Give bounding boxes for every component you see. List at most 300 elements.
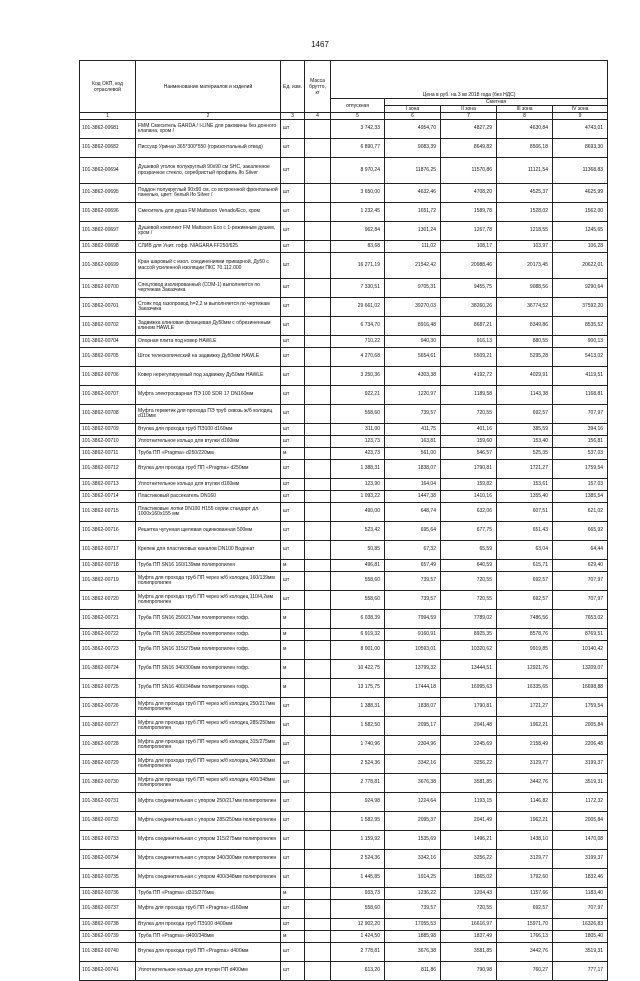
row-zone-1-price: 9083,39: [385, 139, 441, 158]
row-name: Труба ПП «Pragma» d315/276мм: [136, 888, 281, 900]
row-zone-4-price: 1245,65: [553, 222, 608, 241]
row-unit: шт: [281, 336, 305, 348]
column-number: 3: [281, 113, 305, 120]
row-code: 101-3862-00729: [80, 755, 136, 774]
row-unit: шт: [281, 900, 305, 919]
row-zone-3-price: 8506,18: [497, 139, 553, 158]
row-zone-1-price: 67,32: [385, 541, 441, 560]
row-mass: [305, 736, 331, 755]
row-name: Уплотнительное кольцо для втулки d160мм: [136, 479, 281, 491]
row-zone-3-price: 1218,55: [497, 222, 553, 241]
row-name: Шток телескопический на задвижку Ду50мм HAWLE: [136, 348, 281, 367]
row-mass: [305, 869, 331, 888]
row-code: 101-3862-00738: [80, 919, 136, 931]
row-code: 101-3862-00701: [80, 298, 136, 317]
row-unit: шт: [281, 460, 305, 479]
row-zone-2-price: 1837,49: [441, 931, 497, 943]
row-release-price: 710,22: [331, 336, 385, 348]
row-unit: шт: [281, 367, 305, 386]
row-code: 101-3862-00717: [80, 541, 136, 560]
row-mass: [305, 717, 331, 736]
row-release-price: 3 250,36: [331, 367, 385, 386]
row-zone-2-price: 916,13: [441, 336, 497, 348]
row-code: 101-3862-00709: [80, 424, 136, 436]
row-unit: шт: [281, 222, 305, 241]
row-zone-1-price: 1838,07: [385, 698, 441, 717]
row-zone-2-price: 65,59: [441, 541, 497, 560]
row-release-price: 558,60: [331, 900, 385, 919]
row-mass: [305, 203, 331, 222]
table-row: [80, 850, 608, 869]
row-unit: шт: [281, 943, 305, 962]
row-mass: [305, 591, 331, 610]
row-code: 101-3862-00726: [80, 698, 136, 717]
row-release-price: 50,85: [331, 541, 385, 560]
row-unit: шт: [281, 139, 305, 158]
row-code: 101-3862-00696: [80, 203, 136, 222]
row-name: Пластиковый рассекатель DN160: [136, 491, 281, 503]
row-zone-3-price: 1721,27: [497, 698, 553, 717]
row-name: Муфта соединительная с упором 285/250мм полипропилен: [136, 812, 281, 831]
row-name: Муфта для прохода труб ПП через ж/б колодец 315/275мм полипропилен: [136, 736, 281, 755]
row-zone-2-price: 7789,02: [441, 610, 497, 629]
row-release-price: 13 175,75: [331, 679, 385, 698]
row-zone-3-price: 103,97: [497, 241, 553, 253]
table-row: [80, 919, 608, 931]
row-zone-3-price: 692,57: [497, 591, 553, 610]
table-row: [80, 158, 608, 184]
table-row: [80, 120, 608, 139]
row-release-price: 2 778,81: [331, 943, 385, 962]
row-zone-4-price: 707,97: [553, 591, 608, 610]
table-row: [80, 560, 608, 572]
table-row: [80, 424, 608, 436]
row-zone-3-price: 153,40: [497, 436, 553, 448]
row-zone-1-price: 561,00: [385, 448, 441, 460]
row-zone-2-price: 16616,97: [441, 919, 497, 931]
row-unit: шт: [281, 241, 305, 253]
row-zone-4-price: 16698,88: [553, 679, 608, 698]
row-zone-2-price: 720,55: [441, 591, 497, 610]
row-mass: [305, 386, 331, 405]
row-zone-4-price: 37592,20: [553, 298, 608, 317]
row-mass: [305, 900, 331, 919]
row-zone-4-price: 13209,07: [553, 660, 608, 679]
row-mass: [305, 679, 331, 698]
row-zone-1-price: 648,74: [385, 503, 441, 522]
row-name: Втулка для прохода труб ПЭ100 d160мм: [136, 424, 281, 436]
row-zone-2-price: 5509,21: [441, 348, 497, 367]
row-zone-3-price: 1721,27: [497, 460, 553, 479]
row-zone-1-price: 13799,32: [385, 660, 441, 679]
row-unit: шт: [281, 591, 305, 610]
row-zone-3-price: 760,27: [497, 962, 553, 981]
row-mass: [305, 317, 331, 336]
row-zone-4-price: 3519,31: [553, 943, 608, 962]
row-name: Душевой уголок полукруглый 90x90 см SHC, закаленное прозрачное стекло, серебристый профиль Ifo Silver: [136, 158, 281, 184]
row-name: Спецтовод изолированный (СОМ-1) выполняется по чертежам Заказчика: [136, 279, 281, 298]
row-name: СЛИВ для Унит. гофр. NIAGARA FF250/625: [136, 241, 281, 253]
row-mass: [305, 522, 331, 541]
row-zone-1-price: 1447,38: [385, 491, 441, 503]
row-code: 101-3862-00704: [80, 336, 136, 348]
row-zone-1-price: 9160,91: [385, 629, 441, 641]
row-unit: шт: [281, 203, 305, 222]
row-zone-2-price: 4192,72: [441, 367, 497, 386]
row-zone-2-price: 3581,85: [441, 943, 497, 962]
row-zone-3-price: 36774,52: [497, 298, 553, 317]
row-mass: [305, 560, 331, 572]
page-number: 1467: [311, 40, 329, 49]
row-code: 101-3862-00694: [80, 158, 136, 184]
row-zone-1-price: 739,57: [385, 900, 441, 919]
row-release-price: 613,20: [331, 962, 385, 981]
row-release-price: 6 890,77: [331, 139, 385, 158]
row-zone-4-price: 621,02: [553, 503, 608, 522]
row-zone-1-price: 11876,25: [385, 158, 441, 184]
row-code: 101-3862-00708: [80, 405, 136, 424]
row-code: 101-3862-00733: [80, 831, 136, 850]
table-row: [80, 253, 608, 279]
row-zone-2-price: 2041,48: [441, 717, 497, 736]
row-release-price: 558,60: [331, 405, 385, 424]
row-release-price: 962,84: [331, 222, 385, 241]
row-code: 101-3862-00737: [80, 900, 136, 919]
row-name: Поддон полукруглый 90x90 см, со встроенной фронтальной панелью, цвет: белый Ifo Silver /: [136, 184, 281, 203]
row-mass: [305, 931, 331, 943]
row-unit: шт: [281, 541, 305, 560]
row-mass: [305, 572, 331, 591]
row-release-price: 8 001,00: [331, 641, 385, 660]
row-zone-3-price: 4029,91: [497, 367, 553, 386]
row-name: Труба ПП SN16 160/139мм полипропилен: [136, 560, 281, 572]
row-zone-1-price: 2095,17: [385, 717, 441, 736]
row-release-price: 1 232,45: [331, 203, 385, 222]
row-name: FMM Смеситель GARDA / I-LINE для раковины без донного клапана, хром /: [136, 120, 281, 139]
row-mass: [305, 241, 331, 253]
row-zone-4-price: 707,97: [553, 572, 608, 591]
row-release-price: 490,00: [331, 503, 385, 522]
row-name: Муфта соединительная с упором 315/275мм полипропилен: [136, 831, 281, 850]
row-zone-2-price: 8649,82: [441, 139, 497, 158]
row-zone-1-price: 739,57: [385, 405, 441, 424]
row-code: 101-3862-00732: [80, 812, 136, 831]
header-zone-1: I зона: [385, 106, 441, 113]
row-name: Стояк под газопровод h=2,2 м выполняется по чертежам Заказчика: [136, 298, 281, 317]
table-row: [80, 931, 608, 943]
table-row: [80, 522, 608, 541]
row-zone-3-price: 153,61: [497, 479, 553, 491]
row-zone-3-price: 1143,38: [497, 386, 553, 405]
row-zone-1-price: 739,57: [385, 591, 441, 610]
row-zone-3-price: 12921,76: [497, 660, 553, 679]
row-name: Писсуар Уринал 365*300*550 (горизонтальный отвод): [136, 139, 281, 158]
row-unit: шт: [281, 869, 305, 888]
row-unit: шт: [281, 812, 305, 831]
row-name: Уплотнительное кольцо для втулки ПП d400мм: [136, 962, 281, 981]
row-mass: [305, 888, 331, 900]
row-release-price: 1 159,92: [331, 831, 385, 850]
row-name: Муфта для прохода труб ПП через ж/б колодец 340/300мм полипропилен: [136, 755, 281, 774]
table-row: [80, 241, 608, 253]
row-zone-2-price: 1496,21: [441, 831, 497, 850]
row-name: Муфта для прохода труб ПП через ж/б колодец 110/4,2мм полипропилен: [136, 591, 281, 610]
row-zone-2-price: 10320,62: [441, 641, 497, 660]
row-mass: [305, 610, 331, 629]
row-name: Труба ПП SN16 250/217мм полипропилен гофр.: [136, 610, 281, 629]
row-zone-2-price: 1589,78: [441, 203, 497, 222]
row-name: Труба ПП «Pragma» d250/220мм: [136, 448, 281, 460]
row-zone-1-price: 4954,70: [385, 120, 441, 139]
row-zone-2-price: 1865,02: [441, 869, 497, 888]
row-zone-1-price: 1220,97: [385, 386, 441, 405]
row-code: 101-3862-00728: [80, 736, 136, 755]
row-code: 101-3862-00705: [80, 348, 136, 367]
row-unit: шт: [281, 774, 305, 793]
row-release-price: 3 650,00: [331, 184, 385, 203]
row-unit: шт: [281, 184, 305, 203]
row-zone-4-price: 156,81: [553, 436, 608, 448]
row-zone-4-price: 157,03: [553, 479, 608, 491]
row-code: 101-3862-00725: [80, 679, 136, 698]
row-zone-2-price: 159,60: [441, 436, 497, 448]
column-number: 7: [441, 113, 497, 120]
table-row: [80, 139, 608, 158]
row-release-price: 16 271,19: [331, 253, 385, 279]
row-zone-1-price: 4303,38: [385, 367, 441, 386]
row-unit: шт: [281, 572, 305, 591]
header-zone-2: II зона: [441, 106, 497, 113]
row-zone-1-price: 1914,25: [385, 869, 441, 888]
row-zone-1-price: 1236,22: [385, 888, 441, 900]
row-mass: [305, 139, 331, 158]
row-zone-4-price: 64,44: [553, 541, 608, 560]
row-mass: [305, 479, 331, 491]
row-mass: [305, 120, 331, 139]
table-row: [80, 660, 608, 679]
row-mass: [305, 436, 331, 448]
row-zone-4-price: 3519,31: [553, 774, 608, 793]
row-release-price: 924,98: [331, 793, 385, 812]
row-release-price: 83,68: [331, 241, 385, 253]
table-row: [80, 448, 608, 460]
row-unit: шт: [281, 253, 305, 279]
table-row: [80, 541, 608, 560]
row-zone-1-price: 7994,59: [385, 610, 441, 629]
table-row: [80, 367, 608, 386]
row-code: 101-3862-00730: [80, 774, 136, 793]
row-mass: [305, 158, 331, 184]
row-zone-3-price: 11121,54: [497, 158, 553, 184]
row-zone-4-price: 777,17: [553, 962, 608, 981]
row-zone-1-price: 3342,16: [385, 755, 441, 774]
row-code: 101-3862-00713: [80, 479, 136, 491]
row-mass: [305, 184, 331, 203]
row-zone-1-price: 21542,42: [385, 253, 441, 279]
table-row: [80, 869, 608, 888]
row-name: Втулка для прохода труб ПП «Pragma» d250мм: [136, 460, 281, 479]
row-zone-2-price: 13444,51: [441, 660, 497, 679]
row-zone-4-price: 16326,83: [553, 919, 608, 931]
row-zone-1-price: 1301,24: [385, 222, 441, 241]
row-zone-2-price: 3256,22: [441, 850, 497, 869]
row-unit: шт: [281, 919, 305, 931]
row-zone-4-price: 537,03: [553, 448, 608, 460]
row-zone-4-price: 11368,83: [553, 158, 608, 184]
table-row: [80, 831, 608, 850]
row-unit: шт: [281, 793, 305, 812]
row-unit: шт: [281, 436, 305, 448]
column-number: 8: [497, 113, 553, 120]
row-zone-2-price: 546,57: [441, 448, 497, 460]
row-zone-4-price: 8693,30: [553, 139, 608, 158]
column-numbers-row: [80, 113, 608, 120]
row-zone-1-price: 1838,07: [385, 460, 441, 479]
row-name: Муфта для прохода труб ПП через ж/б колодец 250/217мм полипропилен: [136, 698, 281, 717]
row-mass: [305, 541, 331, 560]
row-zone-3-price: 16335,65: [497, 679, 553, 698]
row-name: Муфта соединительная с упором 340/300мм полипропилен: [136, 850, 281, 869]
table-row: [80, 405, 608, 424]
row-zone-1-price: 17444,18: [385, 679, 441, 698]
row-code: 101-3862-00706: [80, 367, 136, 386]
table-row: [80, 572, 608, 591]
row-unit: шт: [281, 279, 305, 298]
row-zone-4-price: 5413,02: [553, 348, 608, 367]
row-name: Муфта для прохода труб ПП через ж/б колодец 400/348мм полипропилен: [136, 774, 281, 793]
row-unit: шт: [281, 755, 305, 774]
row-zone-2-price: 1790,81: [441, 460, 497, 479]
header-zone-3: III зона: [497, 106, 553, 113]
row-zone-1-price: 1535,69: [385, 831, 441, 850]
row-zone-4-price: 9290,64: [553, 279, 608, 298]
row-mass: [305, 222, 331, 241]
row-unit: шт: [281, 317, 305, 336]
row-zone-4-price: 2206,48: [553, 736, 608, 755]
row-zone-1-price: 1885,98: [385, 931, 441, 943]
row-zone-2-price: 1189,58: [441, 386, 497, 405]
row-code: 101-3862-00711: [80, 448, 136, 460]
row-zone-4-price: 1832,46: [553, 869, 608, 888]
row-release-price: 123,90: [331, 479, 385, 491]
row-code: 101-3862-00715: [80, 503, 136, 522]
row-unit: шт: [281, 479, 305, 491]
row-code: 101-3862-00736: [80, 888, 136, 900]
row-code: 101-3862-00710: [80, 436, 136, 448]
row-zone-3-price: 3129,77: [497, 850, 553, 869]
column-number: 4: [305, 113, 331, 120]
row-zone-1-price: 163,81: [385, 436, 441, 448]
row-release-price: 1 388,31: [331, 698, 385, 717]
row-zone-4-price: 665,92: [553, 522, 608, 541]
header-mass: Масса брутто, кг: [305, 61, 331, 113]
row-mass: [305, 812, 331, 831]
row-code: 101-3862-00718: [80, 560, 136, 572]
table-row: [80, 641, 608, 660]
row-unit: м: [281, 888, 305, 900]
row-unit: шт: [281, 831, 305, 850]
row-zone-1-price: 411,75: [385, 424, 441, 436]
table-row: [80, 503, 608, 522]
row-unit: м: [281, 641, 305, 660]
row-mass: [305, 298, 331, 317]
row-mass: [305, 962, 331, 981]
row-mass: [305, 424, 331, 436]
row-zone-4-price: 106,28: [553, 241, 608, 253]
row-release-price: 523,42: [331, 522, 385, 541]
row-unit: м: [281, 448, 305, 460]
row-name: Труба ПП SN16 340/300мм полипропилен гофр.: [136, 660, 281, 679]
row-zone-1-price: 3342,16: [385, 850, 441, 869]
table-row: [80, 436, 608, 448]
row-name: Пластиковые лотки DN100 Н155 серии стандарт дл. 1000х160х155 мм: [136, 503, 281, 522]
row-mass: [305, 253, 331, 279]
row-release-price: 12 902,20: [331, 919, 385, 931]
row-zone-3-price: 651,43: [497, 522, 553, 541]
row-mass: [305, 660, 331, 679]
row-code: 101-3862-00697: [80, 222, 136, 241]
row-unit: шт: [281, 491, 305, 503]
row-zone-3-price: 607,51: [497, 503, 553, 522]
row-zone-2-price: 720,55: [441, 405, 497, 424]
row-release-price: 1 445,85: [331, 869, 385, 888]
row-mass: [305, 336, 331, 348]
table-row: [80, 679, 608, 698]
row-code: 101-3862-00714: [80, 491, 136, 503]
row-mass: [305, 831, 331, 850]
row-zone-2-price: 38260,26: [441, 298, 497, 317]
row-zone-2-price: 159,82: [441, 479, 497, 491]
column-number: 6: [385, 113, 441, 120]
row-release-price: 6 734,70: [331, 317, 385, 336]
row-zone-2-price: 1267,78: [441, 222, 497, 241]
row-zone-2-price: 1790,81: [441, 698, 497, 717]
row-code: 101-3862-00702: [80, 317, 136, 336]
row-release-price: 1 740,96: [331, 736, 385, 755]
row-release-price: 2 524,36: [331, 755, 385, 774]
row-zone-3-price: 692,57: [497, 900, 553, 919]
row-zone-1-price: 695,64: [385, 522, 441, 541]
row-zone-1-price: 5654,61: [385, 348, 441, 367]
row-release-price: 496,81: [331, 560, 385, 572]
row-name: Муфта для прохода труб ПП «Pragma» d160мм: [136, 900, 281, 919]
row-name: Втулка для прохода труб ПЭ100 d400мм: [136, 919, 281, 931]
row-mass: [305, 943, 331, 962]
row-zone-4-price: 1562,00: [553, 203, 608, 222]
row-unit: м: [281, 931, 305, 943]
row-zone-3-price: 1792,60: [497, 869, 553, 888]
row-mass: [305, 698, 331, 717]
row-zone-1-price: 657,49: [385, 560, 441, 572]
row-zone-2-price: 3581,85: [441, 774, 497, 793]
table-row: [80, 962, 608, 981]
row-zone-3-price: 1962,21: [497, 812, 553, 831]
row-mass: [305, 279, 331, 298]
table-row: [80, 279, 608, 298]
row-zone-2-price: 790,98: [441, 962, 497, 981]
row-zone-2-price: 632,06: [441, 503, 497, 522]
row-zone-4-price: 1168,81: [553, 386, 608, 405]
row-zone-2-price: 4827,29: [441, 120, 497, 139]
row-zone-3-price: 3442,76: [497, 943, 553, 962]
row-zone-3-price: 3129,77: [497, 755, 553, 774]
row-release-price: 1 424,50: [331, 931, 385, 943]
row-zone-3-price: 692,57: [497, 572, 553, 591]
price-table: [79, 60, 608, 981]
row-release-price: 29 661,02: [331, 298, 385, 317]
row-release-price: 1 582,50: [331, 717, 385, 736]
row-zone-4-price: 4743,01: [553, 120, 608, 139]
